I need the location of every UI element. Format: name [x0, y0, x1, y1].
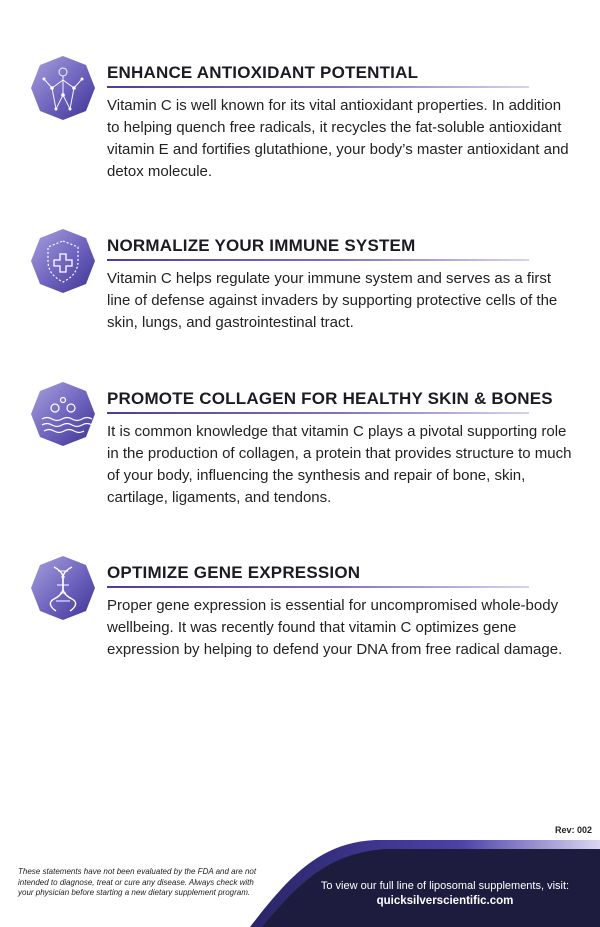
body-network-icon: [30, 55, 96, 121]
visit-text: To view our full line of liposomal supplements, visit:: [320, 880, 570, 892]
revision-label: Rev: 002: [554, 825, 592, 835]
section-antioxidant: [0, 55, 600, 215]
section-gene-expression: [0, 555, 600, 715]
heading-divider: [107, 412, 529, 414]
skin-layers-icon: [30, 381, 96, 447]
section-immune: [0, 228, 600, 388]
website-link[interactable]: quicksilverscientific.com: [376, 895, 514, 907]
section-heading: PROMOTE COLLAGEN FOR HEALTHY SKIN & BONES: [107, 389, 553, 408]
footer-visit: [300, 879, 590, 909]
fda-disclaimer: These statements have not been evaluated by the FDA and are not intended to diagnose, treat or cure any disease. Always check with your physician before starting a new dietary supplement program.: [18, 867, 257, 897]
shield-cross-icon: [30, 228, 96, 294]
section-body: Vitamin C helps regulate your immune system and serves as a first line of defense against invaders by supporting protective cells of the skin, lungs, and gastrointestinal tract.: [107, 270, 558, 331]
heading-divider: [107, 586, 529, 588]
heading-divider: [107, 86, 529, 88]
section-body: Vitamin C is well known for its vital antioxidant properties. In addition to helping quench free radicals, it recycles the fat-soluble antioxidant vitamin E and fortifies glutathione, your body’s master antioxidant and detox molecule.: [107, 97, 569, 180]
section-body: It is common knowledge that vitamin C plays a pivotal supporting role in the production of collagen, a protein that provides structure to much of your body, influencing the synthesis and repair of bone, skin, cartilage, ligaments, and tendons.: [107, 423, 572, 506]
section-body: Proper gene expression is essential for uncompromised whole-body wellbeing. It was recently found that vitamin C optimizes gene expression by helping to defend your DNA from free radical damage.: [107, 597, 563, 658]
section-heading: OPTIMIZE GENE EXPRESSION: [107, 563, 361, 582]
section-heading: ENHANCE ANTIOXIDANT POTENTIAL: [107, 63, 419, 82]
section-heading: NORMALIZE YOUR IMMUNE SYSTEM: [107, 236, 416, 255]
heading-divider: [107, 259, 529, 261]
dna-helix-icon: [30, 555, 96, 621]
section-collagen: [0, 381, 600, 541]
